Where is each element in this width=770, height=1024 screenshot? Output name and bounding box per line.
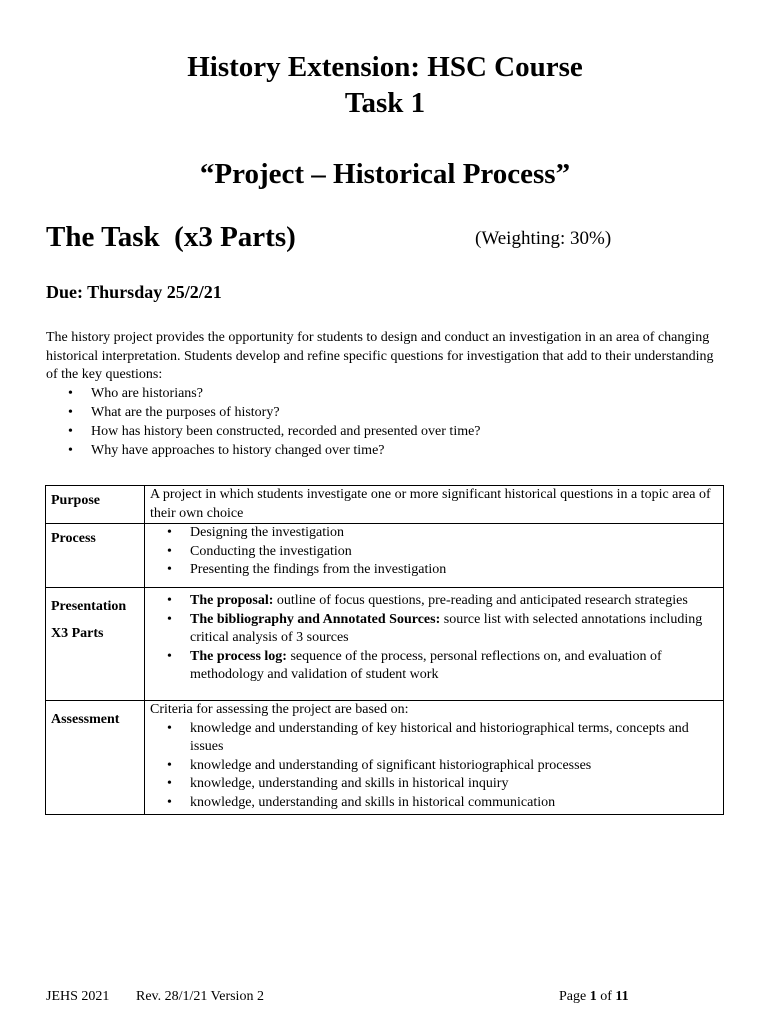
item-text: outline of focus questions, pre-reading and anticipated research strategies: [273, 593, 688, 608]
key-question: • Who are historians?: [46, 384, 726, 403]
page-number: [559, 988, 629, 1006]
list-item: • knowledge, understanding and skills in historical communication: [150, 794, 718, 813]
process-cell: [145, 524, 724, 588]
document-title: History Extension: HSC Course: [187, 51, 583, 83]
intro-paragraph: The history project provides the opportunity for students to design and conduct an investigation in an area of changing historical interpretation. Students develop and refine specific questions for investigation that add to their understanding of the key questions:: [46, 330, 714, 382]
table-row-purpose: [46, 486, 724, 524]
purpose-label-text: Purpose: [51, 493, 100, 508]
list-item: [150, 648, 718, 685]
list-item: • knowledge and understanding of significant historiographical processes: [150, 757, 718, 776]
task-details-table: [45, 485, 724, 815]
due-date: Due: Thursday 25/2/21: [46, 282, 222, 302]
presentation-label-text: Presentation: [51, 599, 127, 614]
task-number: Task 1: [344, 87, 426, 119]
list-item: • knowledge and understanding of key historical and historiographical terms, concepts and issues: [150, 720, 718, 757]
list-item: • Presenting the findings from the investigation: [150, 561, 718, 580]
list-item: [150, 611, 718, 648]
list-item: • knowledge, understanding and skills in historical inquiry: [150, 775, 718, 794]
list-item: • Conducting the investigation: [150, 543, 718, 562]
key-questions-list: [46, 384, 726, 460]
process-label: [46, 524, 145, 588]
presentation-sublabel: X3 Parts: [51, 625, 104, 641]
item-bold: The bibliography and Annotated Sources:: [190, 611, 441, 627]
item-bold: The proposal:: [190, 593, 274, 608]
item-bold: The process log:: [190, 648, 287, 664]
presentation-label: [46, 588, 145, 701]
task-heading: The Task (x3 Parts): [46, 221, 296, 253]
presentation-cell: [145, 588, 724, 701]
key-question: • Why have approaches to history changed over time?: [46, 441, 726, 460]
assessment-list: [150, 720, 718, 813]
key-question: • How has history been constructed, recorded and presented over time?: [46, 422, 726, 441]
table-row-process: [46, 524, 724, 588]
assessment-label: [46, 701, 145, 815]
list-item: • Designing the investigation: [150, 524, 718, 543]
presentation-list: [150, 592, 718, 685]
page-total: 11: [615, 989, 629, 1004]
purpose-text: A project in which students investigate one or more significant historical questions in a topic area of their own choice: [145, 486, 724, 524]
footer-revision: Rev. 28/1/21 Version 2: [136, 989, 264, 1004]
assessment-cell: [145, 701, 724, 815]
weighting-label: (Weighting: 30%): [475, 228, 612, 249]
table-row-presentation: [46, 588, 724, 701]
table-row-assessment: [46, 701, 724, 815]
page-of: of: [596, 989, 616, 1004]
key-question: • What are the purposes of history?: [46, 403, 726, 422]
page-word: Page: [559, 989, 590, 1004]
purpose-label: [46, 486, 145, 524]
assessment-label-text: Assessment: [51, 712, 120, 727]
project-title: “Project – Historical Process”: [199, 158, 571, 190]
footer-code: JEHS 2021: [46, 989, 110, 1004]
item-text: source list with selected annotations including critical analysis of 3 sources: [190, 611, 703, 645]
process-list: [150, 524, 718, 580]
item-text: sequence of the process, personal reflections on, and evaluation of methodology and validation of student work: [190, 648, 662, 682]
list-item: [150, 592, 718, 611]
assessment-intro: Criteria for assessing the project are based on:: [150, 702, 409, 717]
process-label-text: Process: [51, 531, 96, 546]
page-current: 1: [589, 989, 597, 1004]
